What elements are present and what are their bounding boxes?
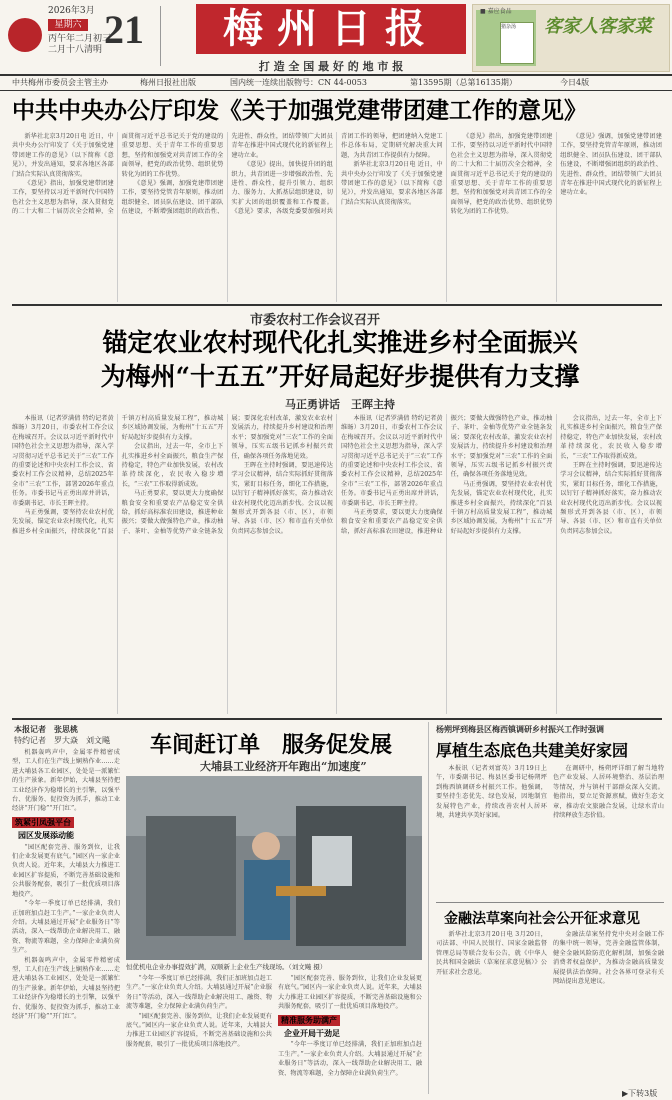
paper-slogan: 打 造 全 国 最 好 的 地 市 报 bbox=[258, 60, 404, 73]
lunar-date-1: 丙午年二月初三 bbox=[48, 34, 112, 44]
lead-body bbox=[12, 132, 662, 302]
main-paragraph: 马正勇要求，要以更大力度确保粮食安全和重要农产品稳定安全供给，抓好高标准农田建设，推进种业振兴；要做大做强特色产业，推动柚子、茶叶、金柚等优势产业全链条发展；要深化农村改革，激发农业农村发展活力，持续提升乡村建设和治理水平；要加强党对“三农”工作的全面领导，压实五级书记抓乡村振兴责任，确保各项任务落地见效。 bbox=[340, 415, 553, 535]
info-publisher: 梅州日报社出版 bbox=[140, 78, 196, 87]
right-headline-1[interactable]: 厚植生态底色共建美好家园 bbox=[436, 741, 629, 760]
right-body-1 bbox=[436, 764, 664, 900]
lead-paragraph: 《意见》强调，加强党建带团建工作，要坚持党管青年原则，推动团组织健全、团员队伍建设、团干部队伍建设，不断增强团组织的政治性、先进性、群众性，团结带领广大团员青年在推进中国式现代化的新征程上建功立业。 bbox=[560, 133, 662, 197]
left-subheading-3: 精准服务助满产 bbox=[278, 1015, 340, 1026]
left-subheading: 筑紧引凤强平台 bbox=[12, 817, 74, 828]
left-body-col1 bbox=[12, 748, 120, 1094]
main-byline: 马正勇讲话 王晖主持 bbox=[285, 398, 395, 411]
left-paragraph: 机器轰鸣声中，金属零件精密成型，工人们在生产线上娴熟作业……走进大埔县各工业园区，处处是一派繁忙的生产景象。新年伊始，大埔县坚持把工业经济作为稳增长的主引擎，以强平台、优服务、促投资为抓手，推动工业经济“开门稳”“开门红”。 bbox=[12, 749, 120, 813]
right-body-2 bbox=[436, 930, 664, 1088]
ad-title: 客家人客家菜 bbox=[544, 16, 652, 37]
main-paragraph: 王晖在主持时强调，要迅速传达学习会议精神，结合实际抓好贯彻落实，紧盯目标任务，细化工作措施，以钉钉子精神抓好落实，奋力推动农业农村现代化迈出新步伐。会议以视频形式开到各县（市、区），市领导、各县（市、区）和市直有关单位负责同志参加会议。 bbox=[231, 462, 333, 535]
info-pages: 今日4版 bbox=[560, 78, 590, 87]
column-divider bbox=[428, 722, 429, 1094]
main-paragraph: 会议指出，过去一年，全市上下扎实推进乡村全面振兴，粮食生产保持稳定，特色产业加快发展，农村改革持续深化，农民收入稳步增长，“三农”工作取得新成效。 bbox=[560, 415, 662, 460]
paper-name-logo: 梅州日报 bbox=[196, 4, 466, 54]
left-subhead: 大埔县工业经济开年跑出“加速度” bbox=[200, 760, 367, 773]
main-body bbox=[12, 414, 662, 714]
right-paragraph: 金融法草案坚持党中央对金融工作的集中统一领导，完善金融监管体制，健全金融风险防范化解机制，加强金融消费者权益保护，为推动金融高质量发展提供法治保障。社会各界可登录有关网站提出意见建议。 bbox=[553, 931, 664, 986]
right-divider bbox=[436, 902, 664, 903]
right-kicker: 杨朔坪到梅县区梅西镇调研乡村振兴工作时强调 bbox=[436, 724, 604, 734]
left-body-col3 bbox=[278, 974, 422, 1094]
newspaper-seal-icon bbox=[8, 18, 42, 52]
left-paragraph: “园区配套完善、服务到位，让我们企业发展更有底气。”园区内一家企业负责人说。近年来，大埔县大力推进工业园区扩容提质，不断完善基础设施和公共服务配套，吸引了一批优质项目落地投产。 bbox=[126, 1012, 272, 1048]
next-page-link[interactable]: ▶下转3版 bbox=[622, 1089, 658, 1098]
left-paragraph: “今年一季度订单已经排满，我们正加班加点赶工生产。”一家企业负责人介绍。大埔县通过开展“企业服务日”等活动，深入一线帮助企业解决用工、融资、物流等难题，全力保障企业满负荷生产。 bbox=[12, 900, 120, 955]
left-paragraph: “园区配套完善、服务到位，让我们企业发展更有底气。”园区内一家企业负责人说。近年来，大埔县大力推进工业园区扩容提质，不断完善基础设施和公共服务配套，吸引了一批优质项目落地投产。 bbox=[12, 843, 120, 898]
main-paragraph: 马正勇强调，要坚持农业农村优先发展，锚定农业农村现代化，扎实推进乡村全面振兴，持续深化“百县千镇万村高质量发展工程”，推动城乡区域协调发展，为梅州“十五五”开好局起好步提供有力支撑。 bbox=[12, 415, 224, 535]
lead-headline[interactable]: 中共中央办公厅印发《关于加强党建带团建工作的意见》 bbox=[12, 97, 587, 124]
main-paragraph: 马正勇强调，要坚持农业农村优先发展，锚定农业农村现代化，扎实推进乡村全面振兴，持续深化“百县千镇万村高质量发展工程”，推动城乡区域协调发展，为梅州“十五五”开好局起好步提供有力支撑。 bbox=[450, 480, 553, 535]
left-paragraph: “今年一季度订单已经排满，我们正加班加点赶工生产。”一家企业负责人介绍。大埔县通过开展“企业服务日”等活动，深入一线帮助企业解决用工、融资、物流等难题，全力保障企业满负荷生产。 bbox=[126, 975, 272, 1011]
main-paragraph: 本报讯（记者罗满倩 特约记者黄维旸）3月20日，市委农村工作会议在梅城召开。会议以习近平新时代中国特色社会主义思想为指导，深入学习贯彻习近平总书记关于“三农”工作的重要论述和中央农村工作会议、省委农村工作会议精神，总结2025年全市“三农”工作，部署2026年重点任务。市委书记马正勇出席并讲话，市委副书记、市长王晖主持。 bbox=[340, 415, 443, 507]
info-issue: 第13595期（总第16135期） bbox=[410, 78, 517, 87]
section-divider bbox=[12, 718, 662, 720]
ad-product-card: 猪杂汤 bbox=[500, 22, 534, 64]
left-headline[interactable]: 车间赶订单 服务促发展 bbox=[150, 732, 393, 758]
info-bar bbox=[0, 74, 672, 91]
right-paragraph: 新华社北京3月20日电 3月20日，司法部、中国人民银行、国家金融监督管理总局等联合发布公告，就《中华人民共和国金融法（草案征求意见稿）》公开征求社会意见。 bbox=[436, 931, 547, 976]
left-subheading-4: 企业开局干劲足 bbox=[284, 1028, 340, 1039]
lead-paragraph: 《意见》强调，加强党建带团建工作，要坚持党管青年原则，推动团组织健全、团员队伍建设、团干部队伍建设，不断增强团组织的政治性、先进性、群众性，团结带领广大团员青年在推进中国式现代化的新征程上建功立业。 bbox=[121, 133, 333, 216]
left-body-col2 bbox=[126, 974, 272, 1094]
main-headline-1[interactable]: 锚定农业农村现代化扎实推进乡村全面振兴 bbox=[102, 328, 578, 357]
masthead-divider bbox=[160, 6, 161, 66]
left-paragraph: “园区配套完善、服务到位，让我们企业发展更有底气。”园区内一家企业负责人说。近年来，大埔县大力推进工业园区扩容提质，不断完善基础设施和公共服务配套，吸引了一批优质项目落地投产。 bbox=[278, 975, 422, 1011]
lunar-date-2: 二月十八清明 bbox=[48, 45, 103, 55]
right-paragraph: 本报讯（记者刘富英）3月19日上午，市委副书记、梅县区委书记杨朔坪到梅西镇调研乡村振兴工作。他强调，要坚持生态优先、绿色发展，因地制宜发展特色产业，持续改善农村人居环境，共建共享美好家园。 bbox=[436, 765, 547, 820]
lead-paragraph: 新华社北京3月20日电 近日，中共中央办公厅印发了《关于加强党建带团建工作的意见》（以下简称《意见》），并发出通知，要求各地区各部门结合实际认真贯彻落实。 bbox=[340, 161, 443, 206]
left-subheading-2: 园区发展添动能 bbox=[18, 830, 74, 841]
left-paragraph: “今年一季度订单已经排满，我们正加班加点赶工生产。”一家企业负责人介绍。大埔县通过开展“企业服务日”等活动，深入一线帮助企业解决用工、融资、物流等难题，全力保障企业满负荷生产。 bbox=[278, 1041, 422, 1077]
main-kicker: 市委农村工作会议召开 bbox=[250, 313, 381, 328]
right-headline-2[interactable]: 金融法草案向社会公开征求意见 bbox=[444, 911, 640, 927]
weekday-badge: 星期六 bbox=[48, 19, 88, 31]
info-sponsor: 中共梅州市委员会主管主办 bbox=[12, 78, 108, 87]
lead-paragraph: 《意见》指出，加强党建带团建工作，要坚持以习近平新时代中国特色社会主义思想为指导，深入贯彻党的二十大和二十届历次全会精神，全面贯彻习近平总书记关于党的建设的重要思想、关于青年工作的重要思想，坚持和加强党对共青团工作的全面领导，把党的政治优势、组织优势转化为团的工作优势。 bbox=[12, 133, 224, 216]
main-headline-2[interactable]: 为梅州“十五五”开好局起好步提供有力支撑 bbox=[100, 362, 580, 391]
section-divider bbox=[12, 304, 662, 306]
day-number: 21 bbox=[104, 7, 144, 52]
factory-photo bbox=[126, 776, 422, 960]
ad-brand: ■ 嘉应食品 bbox=[480, 8, 512, 15]
photo-caption: 恒优机电企业办事提效扩满，双顺新上企业生产线现场。（刘文飚 摄） bbox=[126, 963, 327, 971]
lead-paragraph: 《意见》指出，加强党建带团建工作，要坚持以习近平新时代中国特色社会主义思想为指导，深入贯彻党的二十大和二十届历次全会精神，全面贯彻习近平总书记关于党的建设的重要思想、关于青年工作的重要思想，坚持和加强党对共青团工作的全面领导，把党的政治优势、组织优势转化为团的工作优势。 bbox=[450, 133, 553, 216]
left-paragraph: 机器轰鸣声中，金属零件精密成型，工人们在生产线上娴熟作业……走进大埔县各工业园区，处处是一派繁忙的生产景象。新年伊始，大埔县坚持把工业经济作为稳增长的主引擎，以强平台、优服务、促投资为抓手，推动工业经济“开门稳”“开门红”。 bbox=[12, 956, 120, 1020]
issue-date: 2026年3月 bbox=[48, 6, 95, 16]
left-reporter: 本报记者 张思桃 bbox=[14, 724, 78, 734]
left-reporter-2: 特约记者 罗大焱 刘文飚 bbox=[14, 736, 110, 745]
main-paragraph: 王晖在主持时强调，要迅速传达学习会议精神，结合实际抓好贯彻落实，紧盯目标任务，细化工作措施，以钉钉子精神抓好落实，奋力推动农业农村现代化迈出新步伐。会议以视频形式开到各县（市、区），市领导、各县（市、区）和市直有关单位负责同志参加会议。 bbox=[560, 462, 662, 535]
main-paragraph: 本报讯（记者罗满倩 特约记者黄维旸）3月20日，市委农村工作会议在梅城召开。会议以习近平新时代中国特色社会主义思想为指导，深入学习贯彻习近平总书记关于“三农”工作的重要论述和中央农村工作会议、省委农村工作会议精神，总结2025年全市“三农”工作，部署2026年重点任务。市委书记马正勇出席并讲话，市委副书记、市长王晖主持。 bbox=[12, 415, 114, 507]
lead-paragraph: 《意见》提出，加快提升团的组织力，共青团进一步增强政治性、先进性、群众性，提升引领力、组织力、服务力、大抓基层组织建设，切实扩大团的组织覆盖和工作覆盖。《意见》要求，各级党委要加强对共青团工作的领导，把团建纳入党建工作总体布局，定期研究解决重大问题，为共青团工作提供有力保障。 bbox=[231, 133, 443, 216]
info-cn-number: 国内统一连续出版物号：CN 44-0053 bbox=[230, 78, 367, 87]
factory-photo-illustration bbox=[126, 776, 422, 960]
main-paragraph: 马正勇要求，要以更大力度确保粮食安全和重要农产品稳定安全供给，抓好高标准农田建设，推进种业振兴；要做大做强特色产业，推动柚子、茶叶、金柚等优势产业全链条发展；要深化农村改革，激发农业农村发展活力，持续提升乡村建设和治理水平；要加强党对“三农”工作的全面领导，压实五级书记抓乡村振兴责任，确保各项任务落地见效。 bbox=[121, 415, 333, 535]
main-paragraph: 会议指出，过去一年，全市上下扎实推进乡村全面振兴，粮食生产保持稳定，特色产业加快发展，农村改革持续深化，农民收入稳步增长，“三农”工作取得新成效。 bbox=[121, 443, 224, 488]
lead-paragraph: 新华社北京3月20日电 近日，中共中央办公厅印发了《关于加强党建带团建工作的意见》（以下简称《意见》），并发出通知，要求各地区各部门结合实际认真贯彻落实。 bbox=[12, 133, 114, 178]
right-paragraph: 在调研中，杨朔坪详细了解当地特色产业发展、人居环境整治、基层治理等情况，并与镇村干部群众深入交流。他指出，要立足资源禀赋，做好生态文章，推动农文旅融合发展，让绿水青山持续释放生态价值。 bbox=[553, 765, 664, 820]
